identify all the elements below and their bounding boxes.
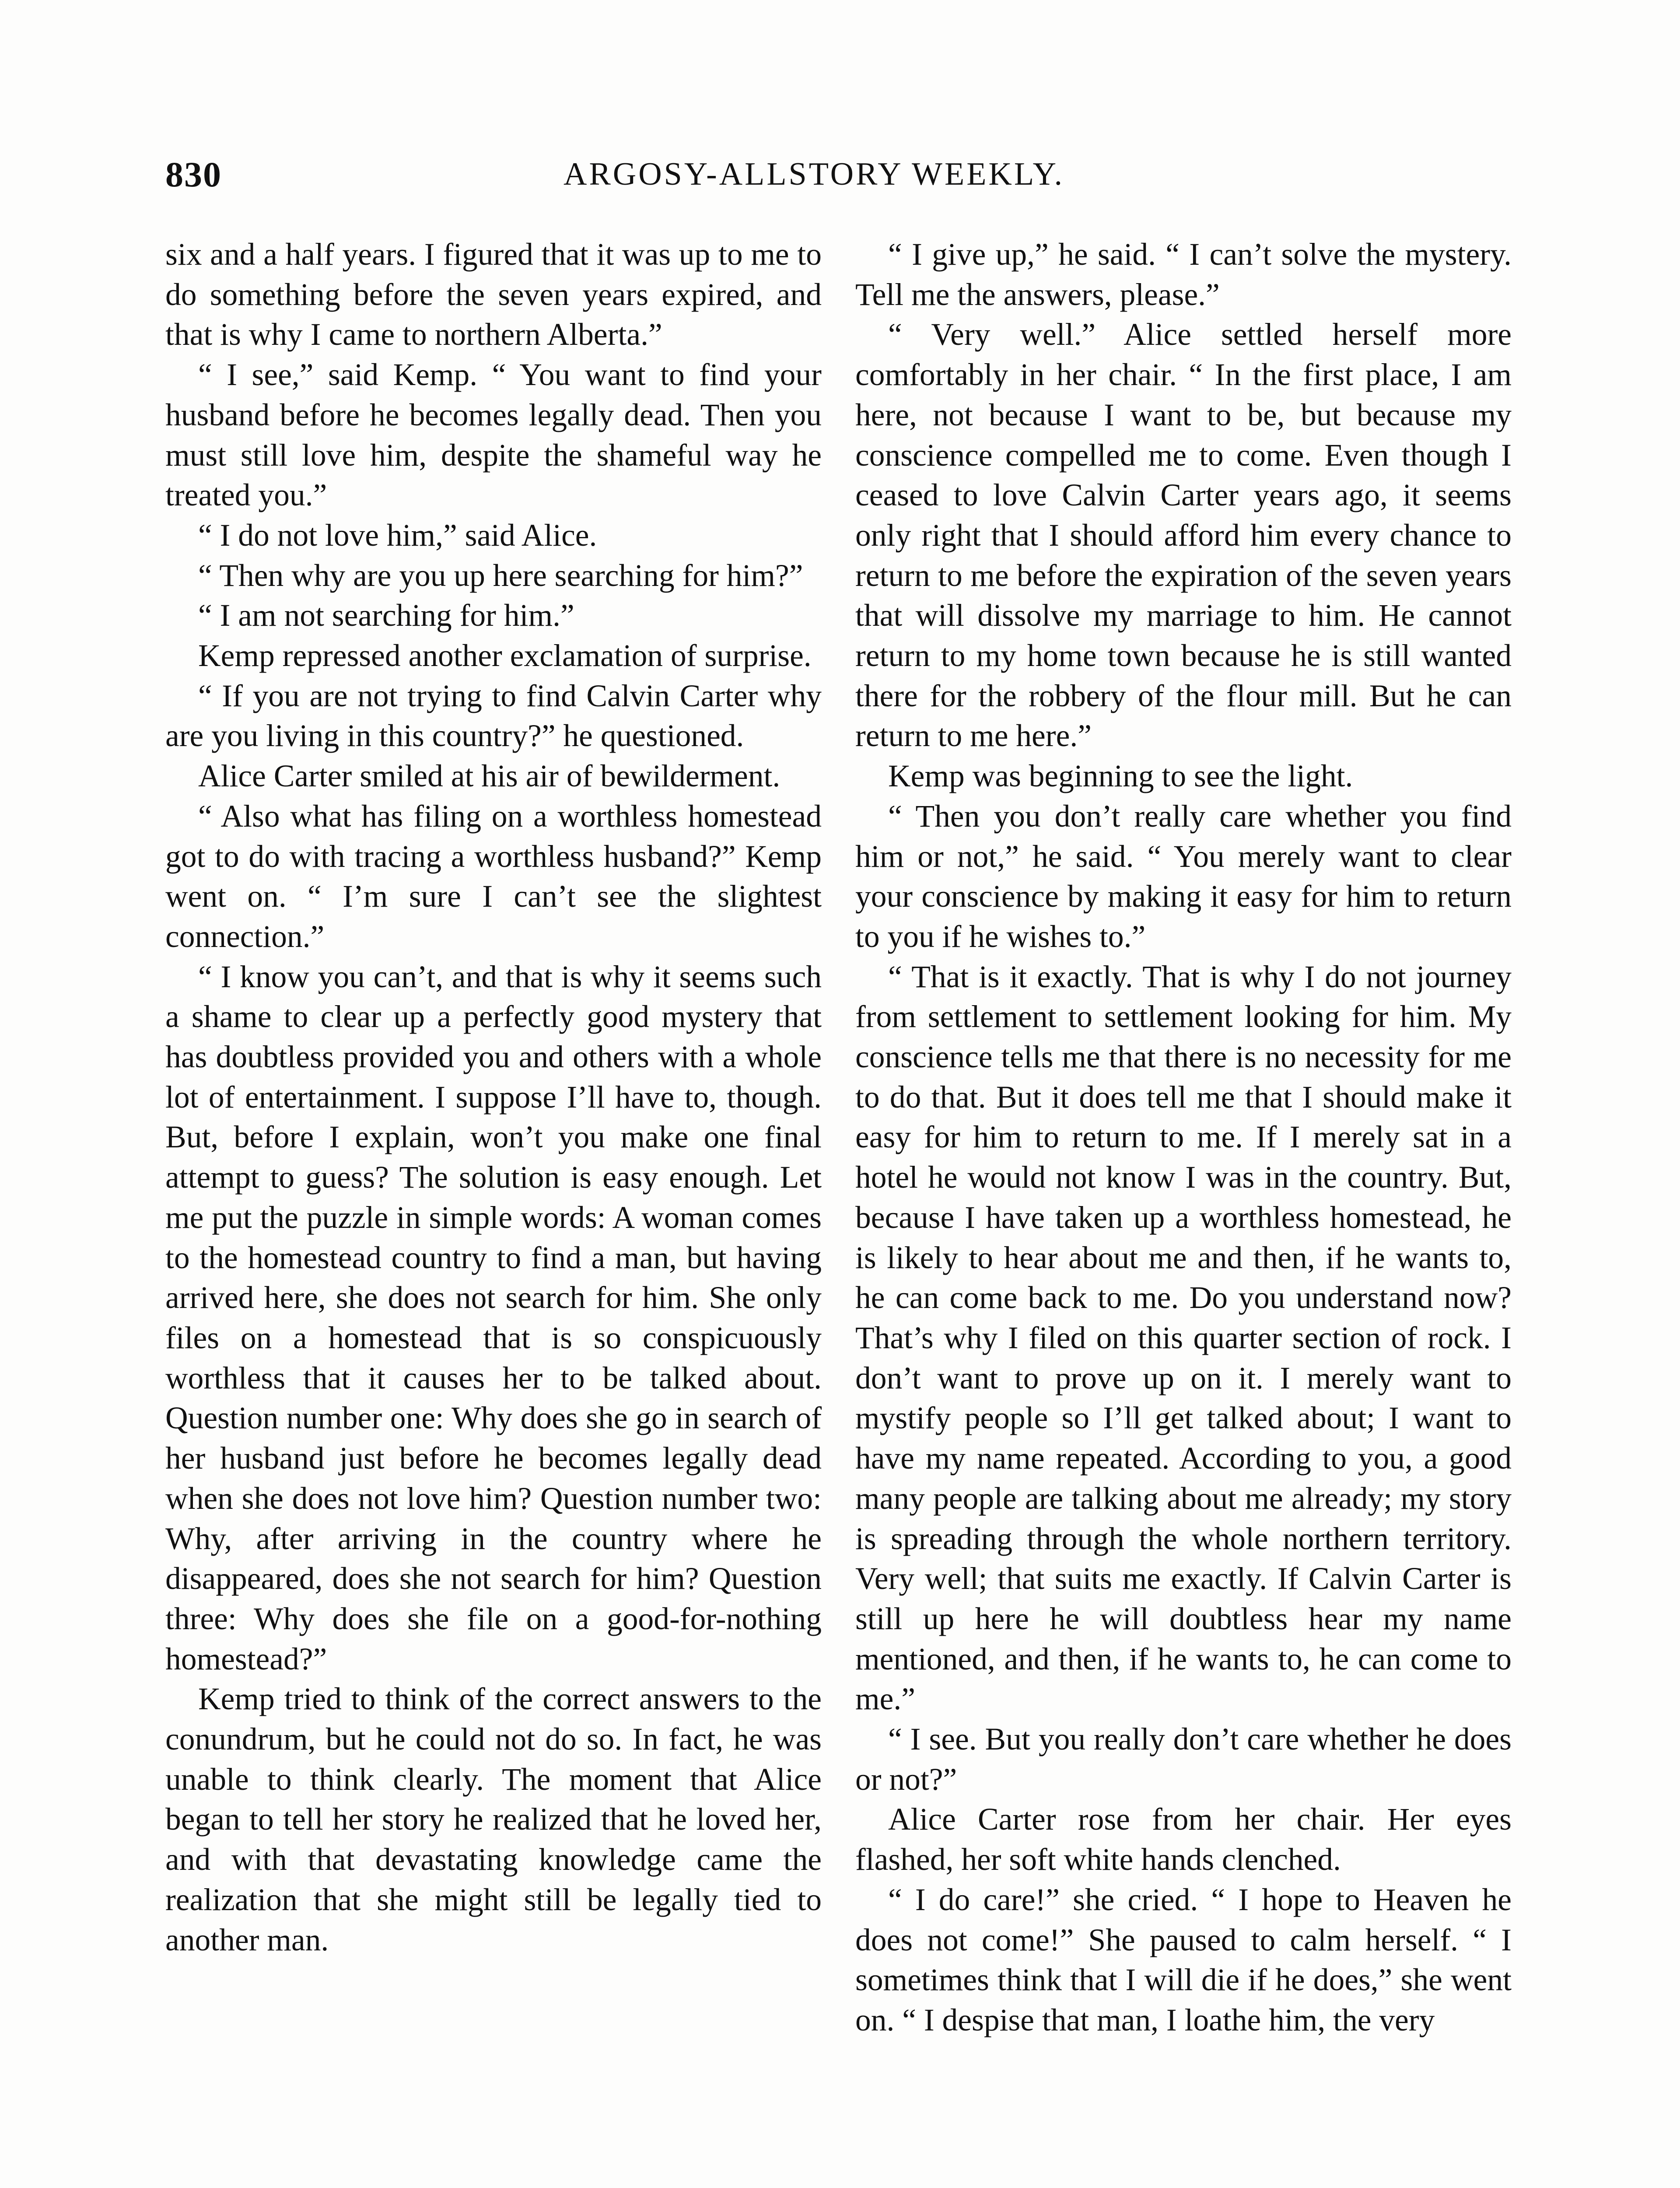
running-title: ARGOSY-ALLSTORY WEEKLY. [564,156,1065,192]
page-header [165,154,1522,207]
paragraph: “ I see,” said Kemp. “ You want to find your husband before he becomes legally dead. Then you must still love him, despite the shameful way he treated you.” [165,358,822,513]
paragraph: “ I do care!” she cried. “ I hope to Heaven he does not come!” She paused to calm herself. “ I sometimes think that I will die if he does,” she went on. “ I despise that man, I loathe him, the very [855,1882,1512,2037]
paragraph: “ Then why are you up here searching for him?” [198,558,803,593]
paragraph: “ Also what has filing on a worthless homestead got to do with tracing a worthless husband?” Kemp went on. “ I’m sure I can’t see the slightest connection.” [165,799,822,954]
right-column [855,235,1512,2041]
paragraph: “ Very well.” Alice settled herself more comfortably in her chair. “ In the first place, I am here, not because I want to be, but because my conscience compelled me to come. Even though I ceased to love Calvin Carter years ago, it seems only right that I should afford him every chance to return to me before the expiration of the seven years that will dissolve my marriage to him. He cannot return to my home town because he is still wanted there for the robbery of the flour mill. But he can return to me here.” [855,317,1512,754]
paragraph: “ Then you don’t really care whether you find him or not,” he said. “ You merely want to clear your conscience by making it easy for him to return to you if he wishes to.” [855,799,1512,954]
paragraph: “ I see. But you really don’t care whether he does or not?” [855,1722,1512,1797]
paragraph: “ I give up,” he said. “ I can’t solve the mystery. Tell me the answers, please.” [855,237,1512,312]
paragraph: “ If you are not trying to find Calvin Carter why are you living in this country?” he questioned. [165,678,822,754]
paragraph: Alice Carter smiled at his air of bewilderment. [198,759,780,794]
paragraph: “ I do not love him,” said Alice. [198,518,597,553]
paragraph: six and a half years. I figured that it was up to me to do something before the seven years expired, and that is why I came to northern Alberta.” [165,237,822,352]
paragraph: Alice Carter rose from her chair. Her eyes flashed, her soft white hands clenched. [855,1802,1512,1877]
paragraph: Kemp tried to think of the correct answers to the conundrum, but he could not do so. In fact, he was unable to think clearly. The moment that Alice began to tell her story he realized that he loved her, and with that devastating knowledge came the realization that she might still be legally tied to another man. [165,1682,822,1957]
paragraph: “ I am not searching for him.” [198,598,574,633]
paragraph: “ I know you can’t, and that is why it seems such a shame to clear up a perfectly good mystery that has doubtless provided you and others with a whole lot of entertainment. I suppose I’ll have to, though. But, before I explain, won’t you make one final attempt to guess? The solution is easy enough. Let me put the puzzle in simple words: A woman comes to the homestead country to find a man, but having arrived here, she does not search for him. She only files on a homestead that is so conspicuously worthless that it causes her to be talked about. Question number one: Why does she go in search of her husband just before he becomes legally dead when she does not love him? Question number two: Why, after arriving in the country where he disappeared, does she not search for him? Question three: Why does she file on a good-for-nothing homestead?” [165,959,822,1676]
paragraph: “ That is it exactly. That is why I do not journey from settlement to settlement looking for him. My conscience tells me that there is no necessity for me to do that. But it does tell me that I should make it easy for him to return to me. If I merely sat in a hotel he would not know I was in the country. But, because I have taken up a worthless homestead, he is likely to hear about me and then, if he wants to, he can come back to me. Do you understand now? That’s why I filed on this quarter section of rock. I don’t want to prove up on it. I merely want to mystify people so I’ll get talked about; I want to have my name repeated. According to you, a good many people are talking about me already; my story is spreading through the whole northern territory. Very well; that suits me exactly. If Calvin Carter is still up here he will doubtless hear my name mentioned, and then, if he wants to, he can come to me.” [855,959,1512,1717]
left-column [165,235,822,1960]
paragraph: Kemp was beginning to see the light. [888,759,1353,794]
paragraph: Kemp repressed another exclamation of surprise. [198,638,812,673]
page-number: 830 [165,154,222,194]
